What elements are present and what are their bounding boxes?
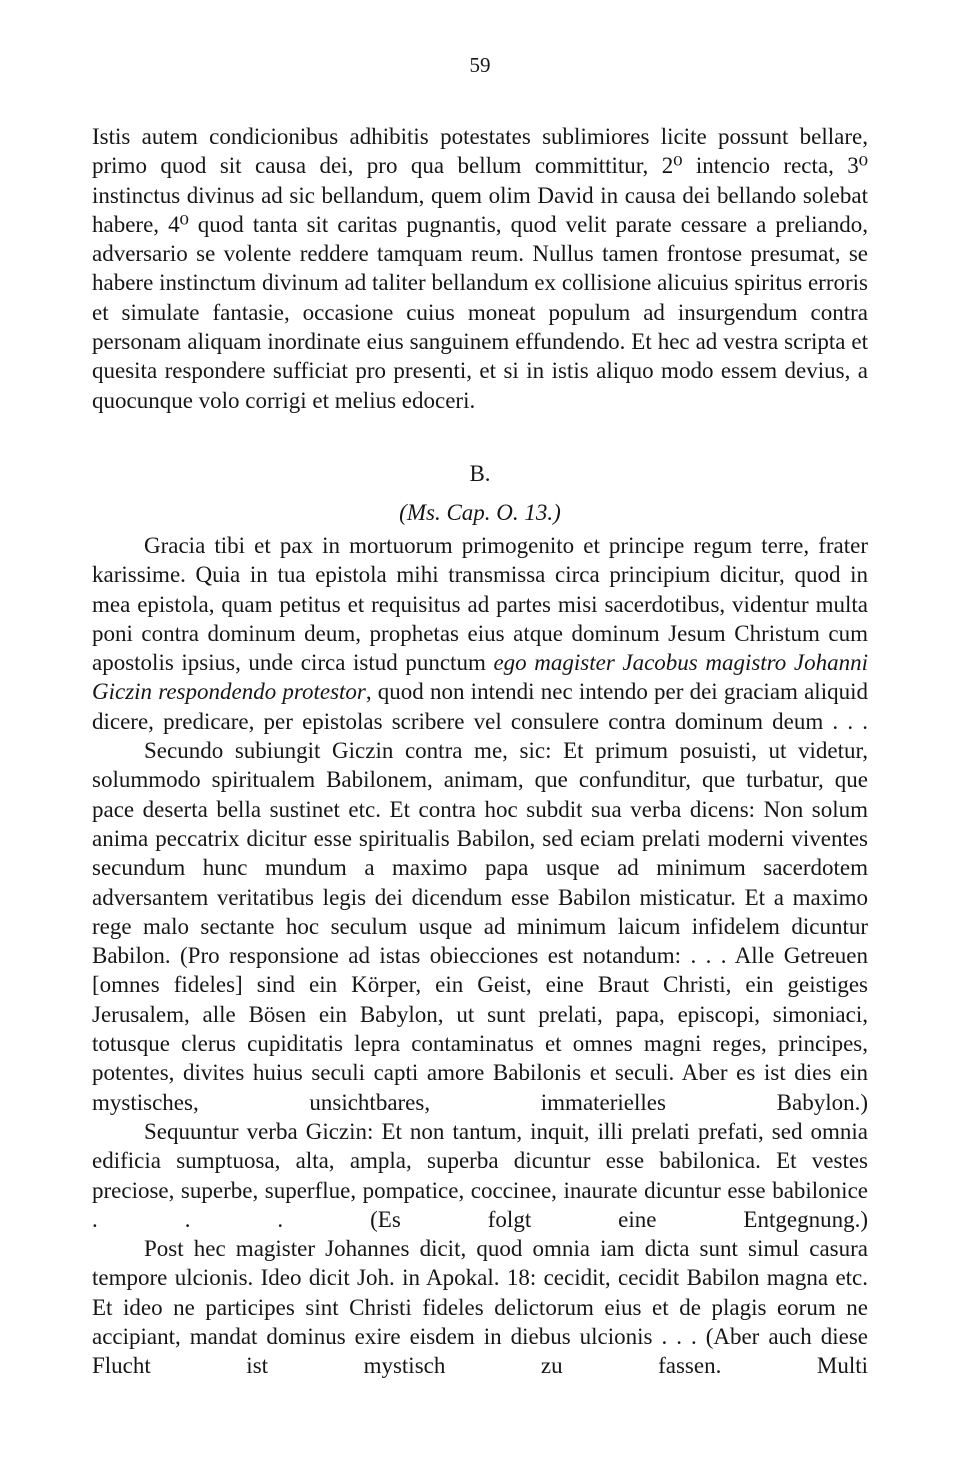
paragraph-b-4: Post hec magister Johannes dicit, quod omnia iam dicta sunt simul casura tempore ulcionis. Ideo dicit Joh. in Apokal. 18: cecidit, cecidit Babilon magna etc. Et ideo ne participes sint Christi fideles delictorum eius et de plagis eorum ne accipiant, mandat dominus exire eisdem in diebus ulcionis . . . (Aber auch diese Flucht ist mystisch zu fassen. Multi [92,1236,868,1379]
paragraph-section-a: Istis autem condicionibus adhibitis potestates sublimiores licite possunt bellare, primo quod sit causa dei, pro qua bellum committitur, 2⁰ intencio recta, 3⁰ instinctus divinus ad sic bellandum, quem olim David in causa dei bellando solebat habere, 4⁰ quod tanta sit caritas pugnantis, quod velit parate cessare a preliando, adversario se volente reddere tamquam reum. Nullus tamen frontose presumat, se habere instinctum divinum ad taliter bellandum ex collisione alicuius spiritus erroris et simulate fantasie, occasione cuius moneat populum ad insurgendum contra personam aliquam inordinate eius sanguinem effundendo. Et hec ad vestra scripta et quesita respondere sufficiat pro presenti, et si in istis aliquo modo essem devius, a quocunque volo corrigi et melius edoceri. [92,124,868,413]
manuscript-source: (Ms. Cap. O. 13.) [399,499,561,525]
page-number: 59 [469,53,491,77]
paragraph-b-2: Secundo subiungit Giczin contra me, sic: Et primum posuisti, ut videtur, solummodo spiritualem Babilonem, animam, que confunditur, que turbatur, que pace deserta bella sustinet etc. Et contra hoc subdit sua verba dicens: Non solum anima peccatrix dicitur esse spiritualis Babilon, sed eciam prelati moderni viventes secundum hunc mundum a maximo papa usque ad minimum sacerdotem adversantem veritatibus legis dei dicendum esse Babilon misticatur. Et a maximo rege malo sectante hoc seculum usque ad minimum laicum infidelem dicuntur Babilon. (Pro responsione ad istas obiecciones est notandum: . . . Alle Getreuen [omnes fideles] sind ein Körper, ein Geist, eine Braut Christi, ein geistiges Jerusalem, alle Bösen ein Babylon, ut sunt prelati, papa, episcopi, simoniaci, totusque clerus cupiditatis lepra contaminatus et omnes magni reges, principes, potentes, divites huius seculi capti amore Babilonis et seculi. Aber es ist dies ein mystisches, unsichtbares, immaterielles Babylon.) [92,738,868,1115]
paragraph-b-1-text-start: Gracia tibi et pax in mortuorum primogenito et principe regum terre, frater karissime. Quia in tua epistola mihi transmissa circa principium dicitur, quod in mea epistola, quam petitus et requisitus ad partes misi sacerdotibus, videntur multa poni contra dominum deum, prophetas eius atque dominum Jesum Christum cum apostolis ipsius, unde circa istud punctum [92,532,868,676]
paragraph-b-1 [92,531,868,736]
section-heading-b: B. [469,460,491,486]
paragraph-b-1-italic-protest: ego magister Jacobus magistro Johanni Giczin respondendo protestor [92,650,868,705]
document-page [92,52,868,1381]
paragraph-b-1-text-end: , quod non intendi nec intendo per dei graciam aliquid dicere, predicare, per epistolas scribere vel consulere contra dominum deum . . . [92,679,868,734]
paragraph-b-3: Sequuntur verba Giczin: Et non tantum, inquit, illi prelati prefati, sed omnia edificia sumptuosa, alta, ampla, superba dicuntur esse babilonica. Et vestes preciose, superbe, superflue, pompatice, coccinee, inaurate dicuntur esse babilonice . . . (Es folgt eine Entgegnung.) [92,1118,868,1232]
